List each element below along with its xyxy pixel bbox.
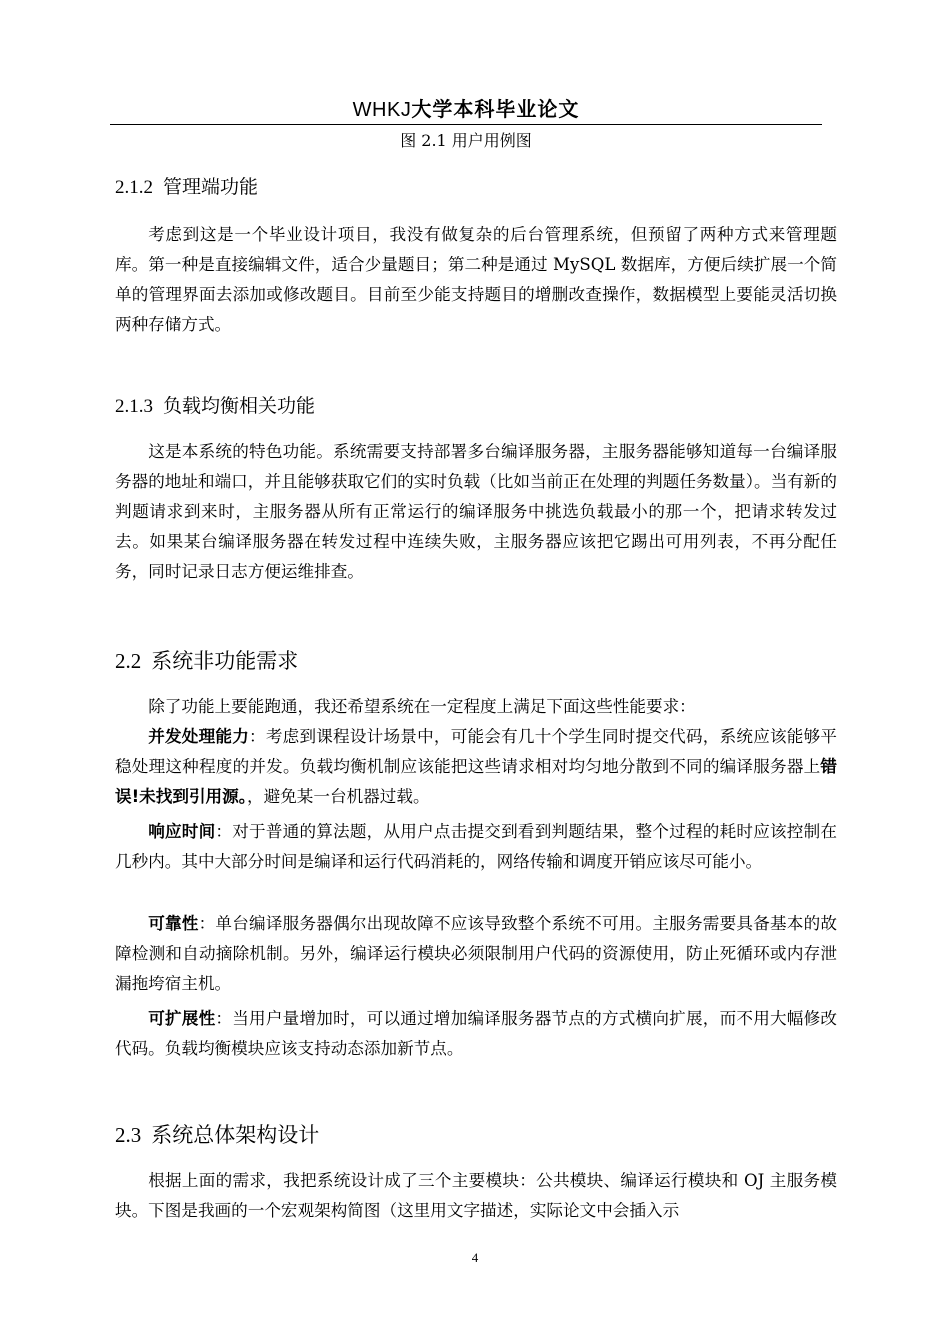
concurrency-text-a: ：考虑到课程设计场景中，可能会有几十个学生同时提交代码，系统应该能够平稳处理这种程度的并发。负载均衡机制应该能把这些请求相对均匀地分散到不同的编译服务器上 <box>115 727 838 776</box>
header-latin: WHKJ <box>352 99 412 121</box>
paragraph-2-3: 根据上面的需求，我把系统设计成了三个主要模块：公共模块、编译运行模块和 OJ 主服务模块。下图是我画的一个宏观架构简图（这里用文字描述，实际论文中会插入示 <box>115 1171 837 1220</box>
paragraph-concurrency <box>115 722 837 812</box>
running-header <box>110 96 822 123</box>
reference-error-text: 错误!未找到引用源。 <box>115 757 837 806</box>
header-rule <box>110 124 822 125</box>
heading-number: 2.3 <box>115 1123 142 1147</box>
response-text: ：对于普通的算法题，从用户点击提交到看到判题结果，整个过程的耗时应该控制在几秒内。其中大部分时间是编译和运行代码消耗的，网络传输和调度开销应该尽可能小。 <box>115 822 838 871</box>
heading-title: 负载均衡相关功能 <box>163 395 316 417</box>
reliability-text: ：单台编译服务器偶尔出现故障不应该导致整个系统不可用。主服务需要具备基本的故障检测和自动摘除机制。另外，编译运行模块必须限制用户代码的资源使用，防止死循环或内存泄漏拖垮宿主机。 <box>115 914 838 993</box>
concurrency-label: 并发处理能力 <box>148 727 250 746</box>
heading-2-2 <box>115 647 298 675</box>
heading-title: 管理端功能 <box>163 176 259 198</box>
heading-number: 2.2 <box>115 649 142 673</box>
paragraph-2-1-2: 考虑到这是一个毕业设计项目，我没有做复杂的后台管理系统，但预留了两种方式来管理题库。第一种是直接编辑文件，适合少量题目；第二种是通过 MySQL 数据库，方便后续扩展一个简单的管理界面去添加或修改题目。目前至少能支持题目的增删改查操作，数据模型上要能灵活切换两种存储方式。 <box>115 225 837 334</box>
heading-number: 2.1.3 <box>115 396 153 417</box>
paragraph-2-2-intro: 除了功能上要能跑通，我还希望系统在一定程度上满足下面这些性能要求： <box>148 697 696 716</box>
paragraph-scalability <box>115 1004 837 1064</box>
heading-2-1-3 <box>115 393 315 420</box>
figure-caption: 图 2.1 用户用例图 <box>400 131 532 150</box>
paragraph-reliability <box>115 909 837 999</box>
concurrency-text-b: ，避免某一台机器过载。 <box>247 787 430 806</box>
heading-title: 系统非功能需求 <box>151 649 299 673</box>
heading-2-3 <box>115 1121 319 1149</box>
heading-title: 系统总体架构设计 <box>151 1123 320 1147</box>
scalability-label: 可扩展性 <box>148 1009 216 1028</box>
page-number: 4 <box>471 1250 479 1265</box>
paragraph-response-time <box>115 817 837 877</box>
heading-number: 2.1.2 <box>115 177 153 198</box>
reliability-label: 可靠性 <box>148 914 199 933</box>
paragraph-2-1-3: 这是本系统的特色功能。系统需要支持部署多台编译服务器，主服务器能够知道每一台编译服务器的地址和端口，并且能够获取它们的实时负载（比如当前正在处理的判题任务数量）。当有新的判题请求到来时，主服务器从所有正常运行的编译服务中挑选负载最小的那一个，把请求转发过去。如果某台编译服务器在转发过程中连续失败，主服务器应该把它踢出可用列表，不再分配任务，同时记录日志方便运维排查。 <box>115 442 837 581</box>
response-label: 响应时间 <box>148 822 216 841</box>
scalability-text: ：当用户量增加时，可以通过增加编译服务器节点的方式横向扩展，而不用大幅修改代码。负载均衡模块应该支持动态添加新节点。 <box>115 1009 838 1058</box>
header-cjk: 大学本科毕业论文 <box>411 97 580 121</box>
heading-2-1-2 <box>115 174 258 201</box>
